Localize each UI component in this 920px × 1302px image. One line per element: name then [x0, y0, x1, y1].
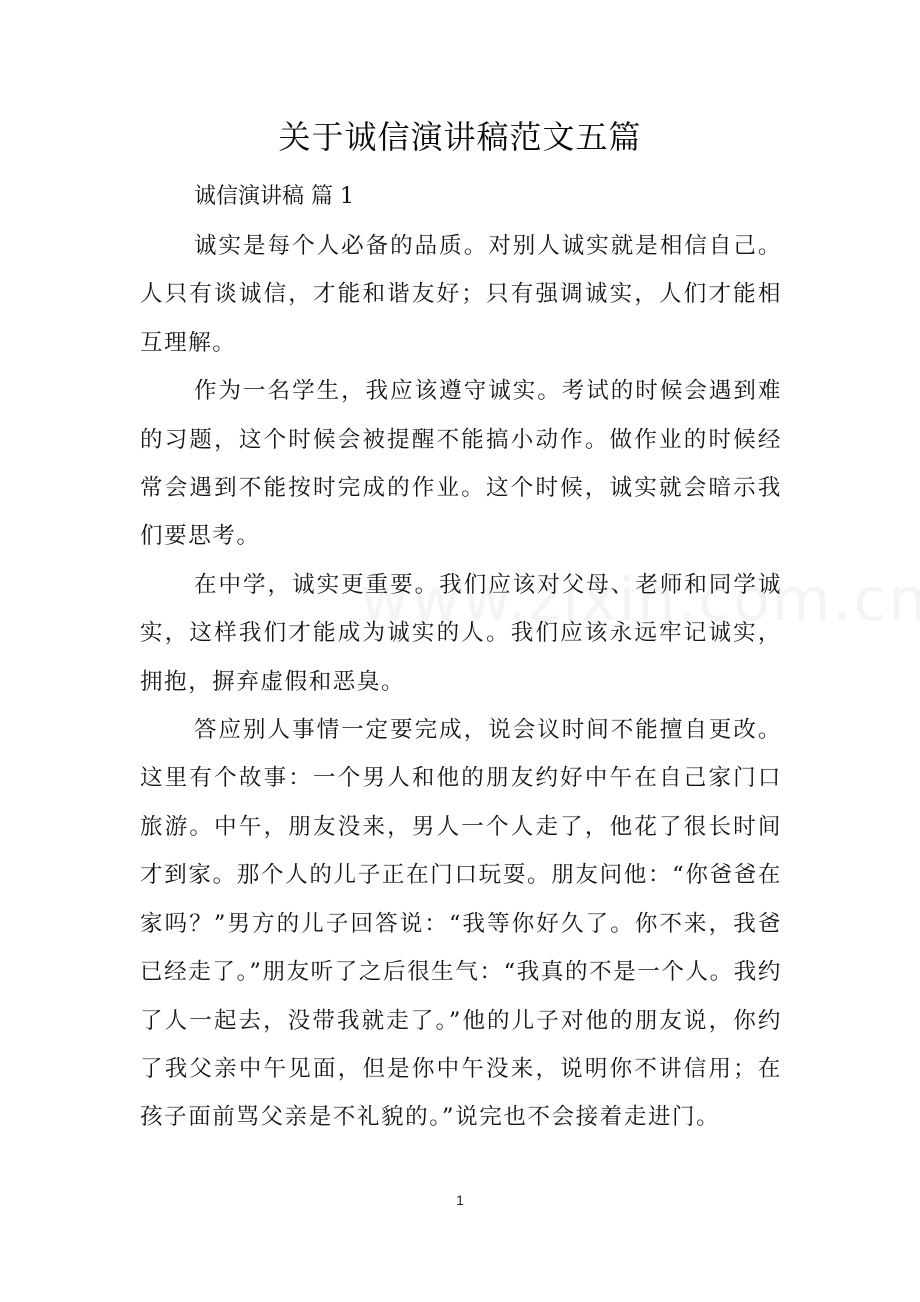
paragraph: 在中学，诚实更重要。我们应该对父母、老师和同学诚实，这样我们才能成为诚实的人。我们应该永远牢记诚实，拥抱，摒弃虚假和恶臭。 — [140, 571, 782, 695]
paragraph: 答应别人事情一定要完成，说会议时间不能擅自更改。这里有个故事：一个男人和他的朋友约好中午在自己家门口旅游。中午，朋友没来，男人一个人走了，他花了很长时间才到家。那个人的儿子正在门口玩耍。朋友问他：“你爸爸在家吗？”男方的儿子回答说：“我等你好久了。你不来，我爸已经走了。”朋友听了之后很生气：“我真的不是一个人。我约了人一起去，没带我就走了。”他的儿子对他的朋友说，你约了我父亲中午见面，但是你中午没来，说明你不讲信用；在孩子面前骂父亲是不礼貌的。”说完也不会接着走进门。 — [140, 717, 782, 1131]
body-text — [140, 222, 782, 1142]
page-number: 1 — [456, 1192, 464, 1208]
paragraph: 作为一名学生，我应该遵守诚实。考试的时候会遇到难的习题，这个时候会被提醒不能搞小动作。做作业的时候经常会遇到不能按时完成的作业。这个时候，诚实就会暗示我们要思考。 — [140, 378, 782, 550]
paragraph: 诚实是每个人必备的品质。对别人诚实就是相信自己。人只有谈诚信，才能和谐友好；只有强调诚实，人们才能相互理解。 — [140, 233, 782, 356]
section-heading: 诚信演讲稿 篇 1 — [194, 184, 354, 209]
document-title: 关于诚信演讲稿范文五篇 — [278, 118, 642, 156]
